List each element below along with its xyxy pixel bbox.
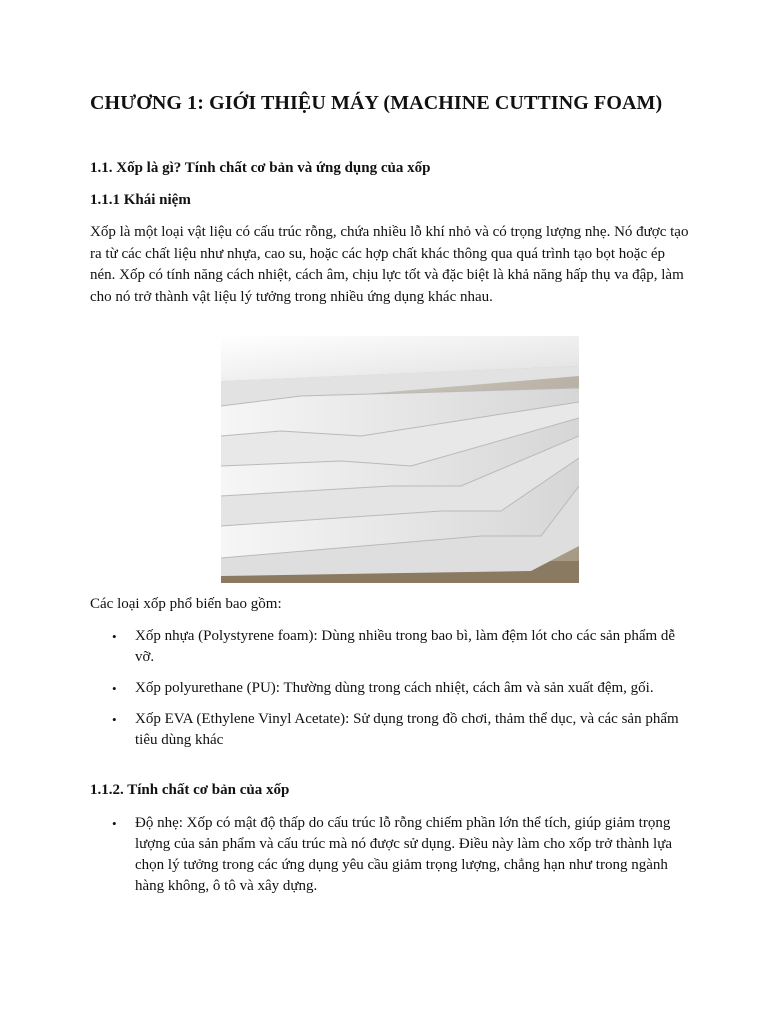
- section-heading-1-1-2: 1.1.2. Tính chất cơ bản của xốp: [90, 782, 290, 798]
- intro-paragraph: Xốp là một loại vật liệu có cấu trúc rỗng, chứa nhiều lỗ khí nhỏ và có trọng lượng nhẹ. Nó được tạo ra từ các chất liệu như nhựa, cao su, hoặc các hợp chất khác thông qua quá trình tạo bọt hoặc ép nén. Xốp có tính năng cách nhiệt, cách âm, chịu lực tốt và đặc biệt là khả năng hấp thụ va đập, làm cho nó trở thành vật liệu lý tưởng trong nhiều ứng dụng khác nhau.: [90, 224, 689, 305]
- list-item: [90, 678, 690, 699]
- foam-types-list: [90, 626, 690, 751]
- section-heading-1-1-1: 1.1.1 Khái niệm: [90, 192, 191, 208]
- properties-list: [90, 813, 690, 897]
- list-item-text: Xốp polyurethane (PU): Thường dùng trong cách nhiệt, cách âm và sản xuất đệm, gối.: [135, 680, 654, 696]
- bullet-icon: •: [112, 712, 117, 727]
- section-heading-1-1: 1.1. Xốp là gì? Tính chất cơ bản và ứng dụng của xốp: [90, 160, 431, 176]
- bullet-icon: •: [112, 816, 117, 831]
- types-intro: Các loại xốp phổ biến bao gồm:: [90, 596, 282, 612]
- list-item: [90, 626, 690, 668]
- list-item: [90, 709, 690, 751]
- list-item-text: Độ nhẹ: Xốp có mật độ thấp do cấu trúc lỗ rỗng chiếm phần lớn thể tích, giúp giảm trọng lượng của sản phẩm và cấu trúc mà nó được sử dụng. Điều này làm cho xốp trở thành lựa chọn lý tưởng trong các ứng dụng yêu cầu giảm trọng lượng, chẳng hạn như trong ngành hàng không, ô tô và xây dựng.: [135, 815, 673, 894]
- list-item-text: Xốp EVA (Ethylene Vinyl Acetate): Sử dụng trong đồ chơi, thảm thể dục, và các sản phẩm tiêu dùng khác: [135, 711, 679, 748]
- foam-boards-photo: [221, 336, 579, 583]
- chapter-title: CHƯƠNG 1: GIỚI THIỆU MÁY (MACHINE CUTTING FOAM): [90, 92, 663, 114]
- bullet-icon: •: [112, 629, 117, 644]
- list-item: [90, 813, 690, 897]
- list-item-text: Xốp nhựa (Polystyrene foam): Dùng nhiều trong bao bì, làm đệm lót cho các sản phẩm dễ vỡ.: [135, 628, 676, 665]
- bullet-icon: •: [112, 681, 117, 696]
